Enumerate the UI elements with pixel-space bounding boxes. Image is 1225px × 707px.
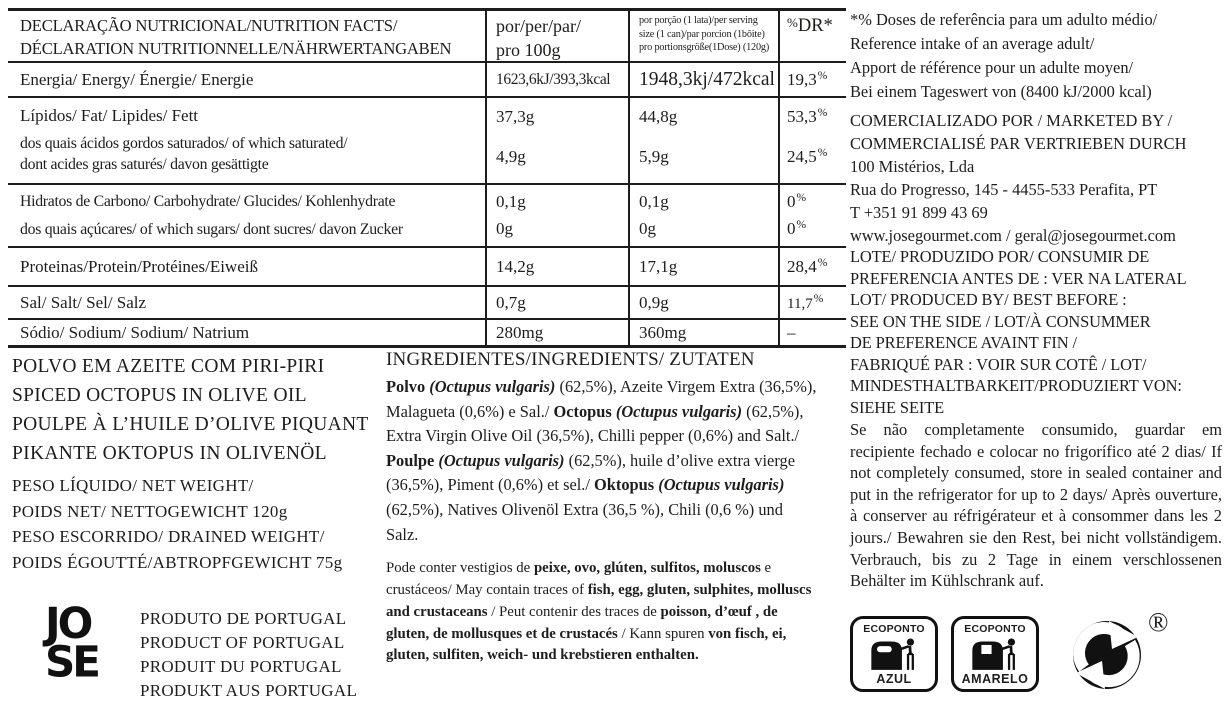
allergen-text: Pode conter vestigios de peixe, ovo, glúten, sulfitos, moluscos e crustáceos/ May contain traces of fish, egg, gluten, sulphites, molluscs and crustaceans / Peut contenir des traces de poisson, d’œuf , de gluten, de mollusques et de crustacés / Kann spuren von fisch, ei, gluten, sulfiten, weich- und krebstieren enthalten. [386,560,812,664]
carb-dr: 0% [787,191,807,211]
row-protein [8,248,846,287]
row-carb-group [8,185,846,248]
nutrition-table-header [8,11,846,63]
fat-dr: 53,3% [787,107,828,126]
row-energy [8,63,846,98]
lot-best-before-block: LOTE/ PRODUZIDO POR/ CONSUMIR DE PREFERENCIA ANTES DE : VER NA LATERAL LOT/ PRODUCED BY/ BEST BEFORE : SEE ON THE SIDE / LOT/À CONSUMMER DE PREFERENCE AVAINT FIN / FABRIQUÉ PAR : VOIR SUR COTÊ / LOT/ MINDESTHALTBARKEIT/PRODUZIERT VON: SIEHE SEITE [850,247,1187,417]
energy-per-100g: 1623,6kJ/393,3kcal [485,63,628,96]
saturated-per-100g: 4,9g [496,147,526,166]
saturated-dr: 24,5% [787,147,828,166]
energy-label: Energia/ Energy/ Énergie/ Energie [20,69,254,89]
ecoponto-amarelo-badge: ECOPONTO AMARELO [951,616,1039,692]
carb-per-100g: 0,1g [496,191,526,211]
energy-dr: 19,3% [778,63,846,96]
sugars-label: dos quais açúcares/ of which sugars/ dont sucres/ davon Zucker [20,220,403,238]
origin-block [45,598,358,703]
sodium-per-100g: 280mg [485,320,628,345]
header-declaration-line1: DECLARAÇÃO NUTRICIONAL/NUTRITION FACTS/ [20,16,398,35]
storage-instructions: Se não completamente consumido, guardar em recipiente fechado e colocar no frigorífico até 2 dias/ If not completely consumed, store in sealed container and put in the refrigerator for up to 2 days/ Après ouverture, à conserver au réfrigérateur et à consommer dans les 2 jours./ Bewahren sie den Rest, bei nicht vollständigem. Verbrauch, bis zu 2 Tage in einem verschlossenen Behälter im Kühlschrank auf. [850,420,1222,591]
sugars-per-serving: 0g [639,219,656,239]
ecoponto-amarelo-bin-icon [969,637,1021,671]
header-per-100g: por/per/par/ pro 100g [485,11,628,61]
salt-per-100g: 0,7g [485,287,628,318]
sodium-dr: – [778,320,846,345]
salt-label: Sal/ Salt/ Sel/ Salz [20,292,147,312]
fat-per-100g: 37,3g [496,107,535,126]
ingredients-section [386,349,818,667]
energy-per-serving: 1948,3kj/472kcal [628,63,778,96]
nutrition-table [8,8,846,348]
saturated-per-serving: 5,9g [639,147,669,166]
carb-label: Hidratos de Carbono/ Carbohydrate/ Glucides/ Kohlenhydrate [20,193,396,211]
protein-dr: 28,4% [778,248,846,285]
ecoponto-azul-bin-icon [868,637,920,671]
salt-per-serving: 0,9g [628,287,778,318]
ingredients-text: Polvo (Octupus vulgaris) (62,5%), Azeite Virgem Extra (36,5%), Malagueta (0,6%) e Sal./ Octopus (Octupus vulgaris) (62,5%), Extra Virgin Olive Oil (36,5%), Chilli pepper (0,6%) and Salt./ Poulpe (Octupus vulgaris) (62,5%), huile d’olive extra vierge (36,5%), Piment (0,6%) et sel./ Oktopus (Octupus vulgaris) (62,5%), Natives Olivenöl Extra (36,5 %), Chili (0,6 %) und Salz. [386,377,817,544]
green-dot-symbol [1070,607,1169,692]
sugars-dr: 0% [787,219,807,239]
fat-label: Lípidos/ Fat/ Lipides/ Fett [20,106,199,125]
header-daily-reference: %DR* [778,11,846,61]
ingredients-heading: INGREDIENTES/INGREDIENTS/ ZUTATEN [386,349,755,370]
product-name-block: POLVO EM AZEITE COM PIRI-PIRI SPICED OCTOPUS IN OLIVE OIL POULPE À L’HUILE D’OLIVE PIQUANT PIKANTE OKTOPUS IN OLIVENÖL [12,356,369,464]
sugars-per-100g: 0g [496,219,513,239]
protein-label: Proteinas/Protein/Protéines/Eiweiß [20,256,258,276]
header-declaration-line2: DÉCLARATION NUTRITIONNELLE/NÄHRWERTANGABEN [20,39,452,58]
protein-per-serving: 17,1g [628,248,778,285]
product-of-portugal-lines: PRODUTO DE PORTUGAL PRODUCT OF PORTUGAL PRODUIT DU PORTUGAL PRODUKT AUS PORTUGAL [139,609,358,700]
protein-per-100g: 14,2g [485,248,628,285]
net-weight-block: PESO LÍQUIDO/ NET WEIGHT/ POIDS NET/ NETTOGEWICHT 120g PESO ESCORRIDO/ DRAINED WEIGHT/ POIDS ÉGOUTTÉ/ABTROPFGEWICHT 75g [12,476,343,572]
ecoponto-azul-badge: ECOPONTO AZUL [850,616,938,692]
fat-per-serving: 44,8g [639,107,678,126]
row-fat-group [8,98,846,185]
jose-logo: JO SE [45,598,98,687]
recycling-icons-row [850,607,1169,692]
saturated-label: dos quais ácidos gordos saturados/ of which saturated/ dont acides gras saturés/ davon gesättigte [20,135,348,173]
sodium-per-serving: 360mg [628,320,778,345]
row-sodium [8,320,846,345]
header-declaration [8,11,485,61]
fat-labels [8,98,485,183]
sodium-label: Sódio/ Sodium/ Sodium/ Natrium [20,322,250,342]
green-dot-icon [1070,616,1146,692]
reference-intake-note: *% Doses de referência para um adulto médio/ Reference intake of an average adult/ Apport de référence pour un adulte moyen/ Bei einem Tageswert von (8400 kJ/2000 kcal) [850,10,1158,101]
registered-trademark-symbol: ® [1148,607,1169,637]
salt-dr: 11,7% [778,287,846,318]
carb-per-serving: 0,1g [639,191,669,211]
header-per-serving: por porção (1 lata)/per serving size (1 can)/par porcion (1bôite) pro portionsgröße(1Dose) (120g) [628,11,778,61]
row-salt [8,287,846,320]
marketed-by-block: COMERCIALIZADO POR / MARKETED BY / COMMERCIALISÉ PAR VERTRIEBEN DURCH 100 Mistérios, Lda Rua do Progresso, 145 - 4455-533 Perafita, PT T +351 91 899 43 69 www.josegourmet.com / geral@josegourmet.com [850,111,1187,245]
